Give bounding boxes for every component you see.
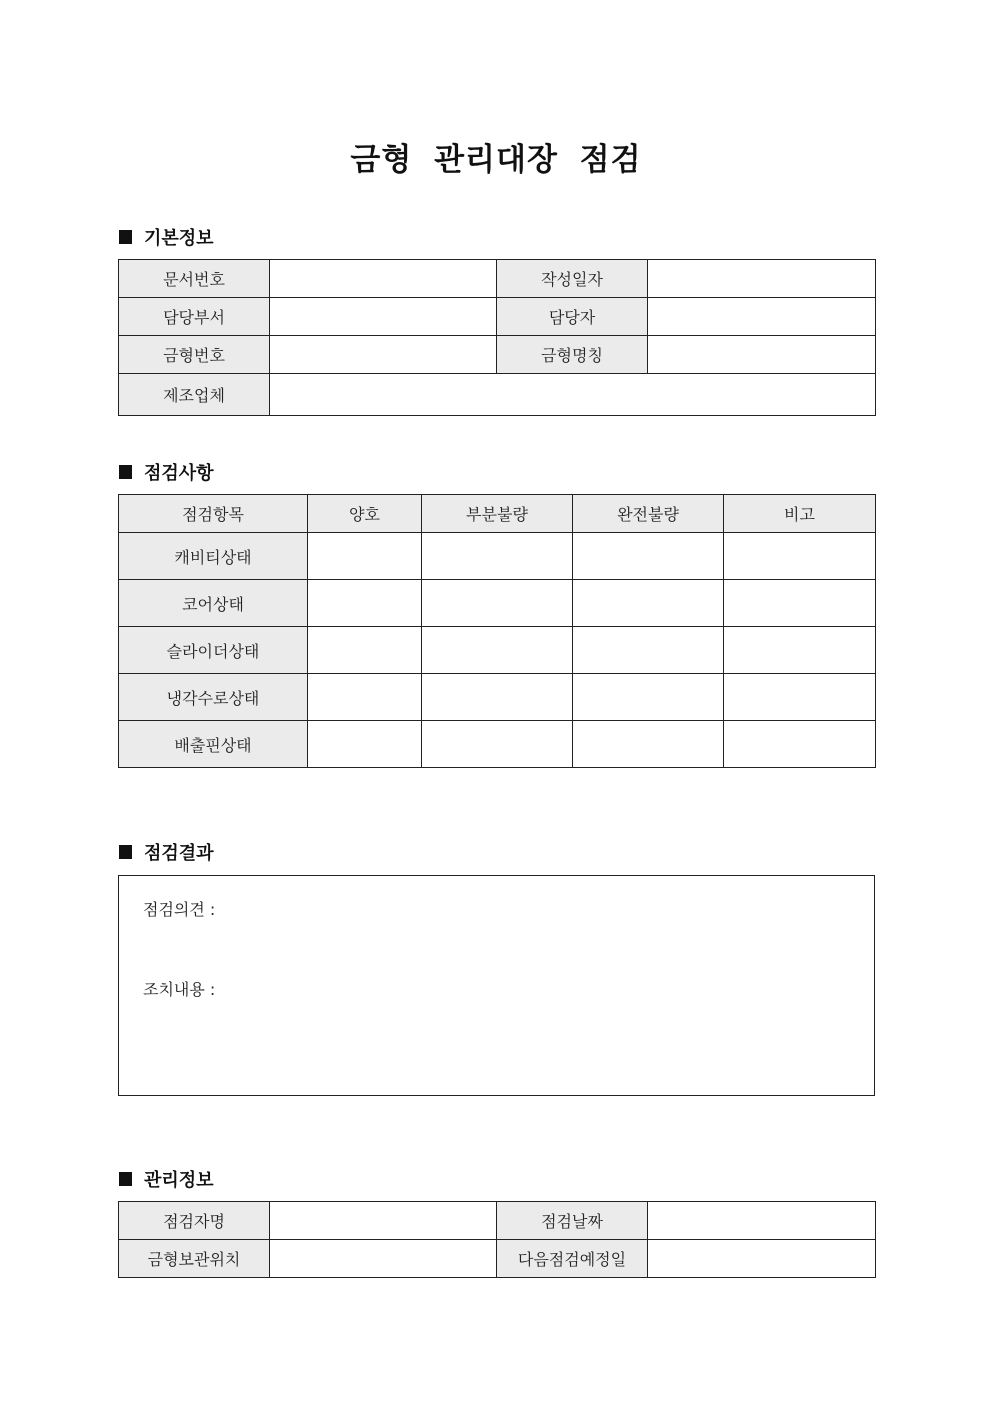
storage-location-field[interactable]	[270, 1240, 497, 1278]
remarks-cell[interactable]	[724, 627, 876, 674]
created-date-label: 작성일자	[497, 260, 648, 298]
section-inspection-label: 점검사항	[144, 463, 214, 484]
mold-number-label: 금형번호	[119, 336, 270, 374]
manufacturer-label: 제조업체	[119, 374, 270, 416]
section-result-heading	[119, 839, 214, 865]
inspection-date-label: 점검날짜	[497, 1202, 648, 1240]
storage-location-label: 금형보관위치	[119, 1240, 270, 1278]
partial-defect-cell[interactable]	[422, 674, 573, 721]
manufacturer-field[interactable]	[270, 374, 876, 416]
partial-defect-cell[interactable]	[422, 721, 573, 768]
mold-name-field[interactable]	[648, 336, 876, 374]
doc-number-label: 문서번호	[119, 260, 270, 298]
department-label: 담당부서	[119, 298, 270, 336]
section-result-label: 점검결과	[144, 843, 214, 864]
column-header-good: 양호	[308, 495, 422, 533]
item-label: 슬라이더상태	[119, 627, 308, 674]
partial-defect-cell[interactable]	[422, 627, 573, 674]
column-header-partial-defect: 부분불량	[422, 495, 573, 533]
section-management-heading	[119, 1166, 214, 1192]
partial-defect-cell[interactable]	[422, 580, 573, 627]
section-basic-info-label: 기본정보	[144, 228, 214, 249]
section-management-label: 관리정보	[144, 1170, 214, 1191]
manager-field[interactable]	[648, 298, 876, 336]
item-label: 배출핀상태	[119, 721, 308, 768]
total-defect-cell[interactable]	[573, 627, 724, 674]
square-bullet-icon	[119, 230, 132, 244]
table-row	[119, 674, 876, 721]
management-table	[118, 1201, 876, 1278]
total-defect-cell[interactable]	[573, 533, 724, 580]
item-label: 캐비티상태	[119, 533, 308, 580]
good-cell[interactable]	[308, 721, 422, 768]
section-inspection-heading	[119, 459, 214, 485]
square-bullet-icon	[119, 845, 132, 859]
section-basic-info-heading	[119, 224, 214, 250]
good-cell[interactable]	[308, 533, 422, 580]
inspection-date-field[interactable]	[648, 1202, 876, 1240]
item-label: 냉각수로상태	[119, 674, 308, 721]
good-cell[interactable]	[308, 674, 422, 721]
partial-defect-cell[interactable]	[422, 533, 573, 580]
result-box[interactable]	[118, 875, 875, 1096]
mold-number-field[interactable]	[270, 336, 497, 374]
square-bullet-icon	[119, 465, 132, 479]
next-inspection-date-label: 다음점검예정일	[497, 1240, 648, 1278]
doc-number-field[interactable]	[270, 260, 497, 298]
good-cell[interactable]	[308, 627, 422, 674]
document-title: 금형 관리대장 점검	[350, 142, 642, 178]
manager-label: 담당자	[497, 298, 648, 336]
table-row	[119, 580, 876, 627]
table-row	[119, 627, 876, 674]
total-defect-cell[interactable]	[573, 721, 724, 768]
remarks-cell[interactable]	[724, 674, 876, 721]
next-inspection-date-field[interactable]	[648, 1240, 876, 1278]
total-defect-cell[interactable]	[573, 580, 724, 627]
inspector-name-label: 점검자명	[119, 1202, 270, 1240]
department-field[interactable]	[270, 298, 497, 336]
created-date-field[interactable]	[648, 260, 876, 298]
inspection-header-row	[119, 495, 876, 533]
column-header-total-defect: 완전불량	[573, 495, 724, 533]
opinion-label: 점검의견 :	[143, 900, 216, 919]
column-header-item: 점검항목	[119, 495, 308, 533]
mold-name-label: 금형명칭	[497, 336, 648, 374]
item-label: 코어상태	[119, 580, 308, 627]
square-bullet-icon	[119, 1172, 132, 1186]
table-row	[119, 533, 876, 580]
total-defect-cell[interactable]	[573, 674, 724, 721]
inspection-table	[118, 494, 876, 768]
column-header-remarks: 비고	[724, 495, 876, 533]
good-cell[interactable]	[308, 580, 422, 627]
remarks-cell[interactable]	[724, 580, 876, 627]
inspector-name-field[interactable]	[270, 1202, 497, 1240]
action-label: 조치내용 :	[143, 980, 216, 999]
table-row	[119, 721, 876, 768]
basic-info-table	[118, 259, 876, 416]
remarks-cell[interactable]	[724, 533, 876, 580]
remarks-cell[interactable]	[724, 721, 876, 768]
